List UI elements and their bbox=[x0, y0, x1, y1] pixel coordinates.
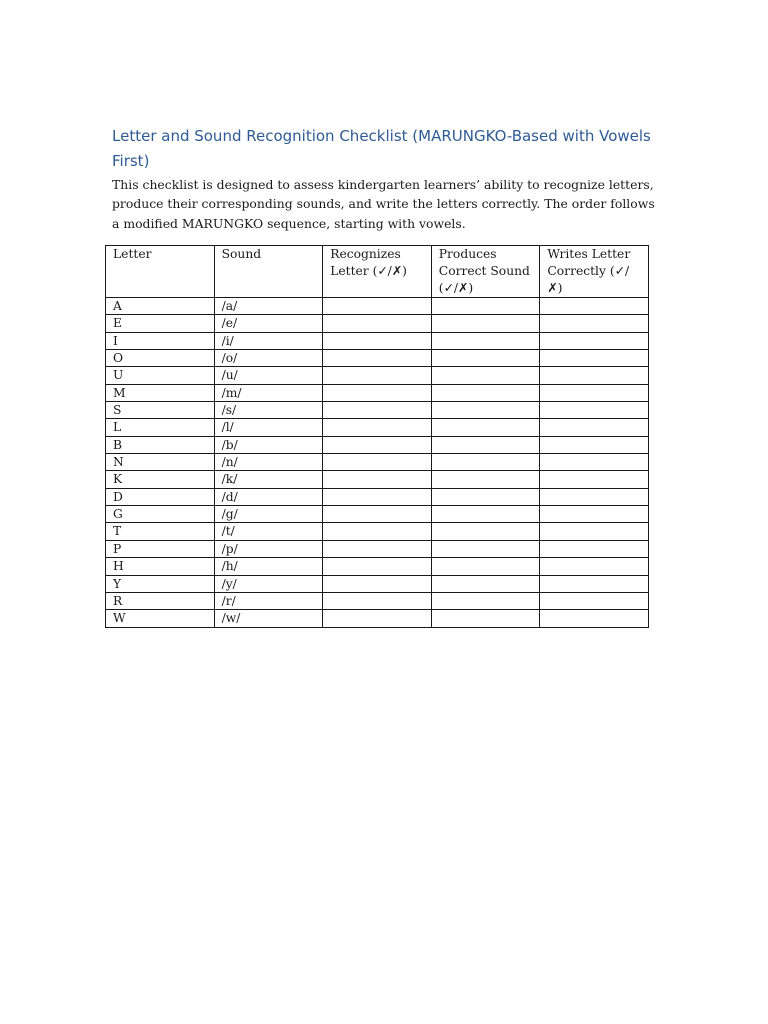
cell-sound: /i/ bbox=[214, 332, 323, 349]
cell-produces-sound[interactable] bbox=[431, 558, 540, 575]
cell-produces-sound[interactable] bbox=[431, 402, 540, 419]
cell-produces-sound[interactable] bbox=[431, 419, 540, 436]
cell-letter: S bbox=[106, 402, 215, 419]
cell-recognizes-letter[interactable] bbox=[323, 558, 432, 575]
cell-writes-letter[interactable] bbox=[540, 436, 649, 453]
cell-recognizes-letter[interactable] bbox=[323, 332, 432, 349]
table-row bbox=[106, 471, 649, 488]
cell-produces-sound[interactable] bbox=[431, 436, 540, 453]
cell-letter: E bbox=[106, 315, 215, 332]
cell-letter: G bbox=[106, 506, 215, 523]
cell-writes-letter[interactable] bbox=[540, 298, 649, 315]
cell-sound: /b/ bbox=[214, 436, 323, 453]
cell-writes-letter[interactable] bbox=[540, 384, 649, 401]
cell-letter: P bbox=[106, 540, 215, 557]
cell-recognizes-letter[interactable] bbox=[323, 523, 432, 540]
cell-sound: /n/ bbox=[214, 454, 323, 471]
cell-produces-sound[interactable] bbox=[431, 454, 540, 471]
cell-produces-sound[interactable] bbox=[431, 315, 540, 332]
header-sound: Sound bbox=[214, 246, 323, 298]
cell-letter: M bbox=[106, 384, 215, 401]
checklist-body bbox=[106, 298, 649, 628]
cell-recognizes-letter[interactable] bbox=[323, 454, 432, 471]
cell-sound: /a/ bbox=[214, 298, 323, 315]
cell-recognizes-letter[interactable] bbox=[323, 402, 432, 419]
cell-writes-letter[interactable] bbox=[540, 367, 649, 384]
table-row bbox=[106, 350, 649, 367]
cell-sound: /t/ bbox=[214, 523, 323, 540]
table-row bbox=[106, 523, 649, 540]
cell-sound: /k/ bbox=[214, 471, 323, 488]
cell-writes-letter[interactable] bbox=[540, 332, 649, 349]
cell-writes-letter[interactable] bbox=[540, 506, 649, 523]
cell-sound: /h/ bbox=[214, 558, 323, 575]
checklist-table bbox=[105, 245, 649, 628]
cell-sound: /d/ bbox=[214, 488, 323, 505]
cell-recognizes-letter[interactable] bbox=[323, 506, 432, 523]
cell-letter: B bbox=[106, 436, 215, 453]
table-row bbox=[106, 575, 649, 592]
cell-recognizes-letter[interactable] bbox=[323, 384, 432, 401]
cell-letter: T bbox=[106, 523, 215, 540]
cell-writes-letter[interactable] bbox=[540, 315, 649, 332]
cell-letter: N bbox=[106, 454, 215, 471]
cell-recognizes-letter[interactable] bbox=[323, 367, 432, 384]
cell-letter: Y bbox=[106, 575, 215, 592]
table-row bbox=[106, 332, 649, 349]
table-header-row bbox=[106, 246, 649, 298]
cell-writes-letter[interactable] bbox=[540, 610, 649, 627]
cell-produces-sound[interactable] bbox=[431, 332, 540, 349]
cell-writes-letter[interactable] bbox=[540, 419, 649, 436]
cell-sound: /g/ bbox=[214, 506, 323, 523]
cell-produces-sound[interactable] bbox=[431, 471, 540, 488]
cell-sound: /s/ bbox=[214, 402, 323, 419]
cell-sound: /m/ bbox=[214, 384, 323, 401]
cell-produces-sound[interactable] bbox=[431, 540, 540, 557]
table-row bbox=[106, 367, 649, 384]
cell-writes-letter[interactable] bbox=[540, 471, 649, 488]
cell-produces-sound[interactable] bbox=[431, 592, 540, 609]
cell-letter: U bbox=[106, 367, 215, 384]
cell-writes-letter[interactable] bbox=[540, 350, 649, 367]
cell-letter: K bbox=[106, 471, 215, 488]
cell-produces-sound[interactable] bbox=[431, 488, 540, 505]
cell-sound: /r/ bbox=[214, 592, 323, 609]
cell-recognizes-letter[interactable] bbox=[323, 419, 432, 436]
cell-letter: I bbox=[106, 332, 215, 349]
cell-recognizes-letter[interactable] bbox=[323, 540, 432, 557]
table-row bbox=[106, 610, 649, 627]
cell-produces-sound[interactable] bbox=[431, 610, 540, 627]
table-row bbox=[106, 454, 649, 471]
cell-writes-letter[interactable] bbox=[540, 488, 649, 505]
table-row bbox=[106, 419, 649, 436]
cell-sound: /l/ bbox=[214, 419, 323, 436]
cell-writes-letter[interactable] bbox=[540, 575, 649, 592]
cell-recognizes-letter[interactable] bbox=[323, 575, 432, 592]
cell-recognizes-letter[interactable] bbox=[323, 592, 432, 609]
cell-sound: /p/ bbox=[214, 540, 323, 557]
cell-writes-letter[interactable] bbox=[540, 558, 649, 575]
table-row bbox=[106, 540, 649, 557]
cell-writes-letter[interactable] bbox=[540, 523, 649, 540]
table-row bbox=[106, 506, 649, 523]
header-produces-sound: Produces Correct Sound (✓/✗) bbox=[431, 246, 540, 298]
cell-writes-letter[interactable] bbox=[540, 402, 649, 419]
cell-recognizes-letter[interactable] bbox=[323, 298, 432, 315]
cell-letter: W bbox=[106, 610, 215, 627]
table-row bbox=[106, 558, 649, 575]
cell-produces-sound[interactable] bbox=[431, 384, 540, 401]
cell-produces-sound[interactable] bbox=[431, 350, 540, 367]
cell-writes-letter[interactable] bbox=[540, 454, 649, 471]
cell-letter: A bbox=[106, 298, 215, 315]
cell-letter: O bbox=[106, 350, 215, 367]
header-letter: Letter bbox=[106, 246, 215, 298]
cell-letter: H bbox=[106, 558, 215, 575]
table-row bbox=[106, 436, 649, 453]
cell-recognizes-letter[interactable] bbox=[323, 315, 432, 332]
intro-paragraph: This checklist is designed to assess kindergarten learners’ ability to recognize letters, produce their corresponding sounds, and write the letters correctly. The order follows a modified MARUNGKO sequence, starting with vowels. bbox=[112, 177, 655, 231]
table-row bbox=[106, 592, 649, 609]
cell-letter: D bbox=[106, 488, 215, 505]
cell-produces-sound[interactable] bbox=[431, 367, 540, 384]
cell-produces-sound[interactable] bbox=[431, 575, 540, 592]
cell-produces-sound[interactable] bbox=[431, 298, 540, 315]
cell-writes-letter[interactable] bbox=[540, 592, 649, 609]
cell-writes-letter[interactable] bbox=[540, 540, 649, 557]
cell-sound: /e/ bbox=[214, 315, 323, 332]
cell-produces-sound[interactable] bbox=[431, 506, 540, 523]
table-row bbox=[106, 298, 649, 315]
cell-recognizes-letter[interactable] bbox=[323, 488, 432, 505]
header-writes-letter: Writes Letter Correctly (✓/✗) bbox=[540, 246, 649, 298]
cell-letter: L bbox=[106, 419, 215, 436]
table-row bbox=[106, 488, 649, 505]
cell-sound: /y/ bbox=[214, 575, 323, 592]
document-title: Letter and Sound Recognition Checklist (MARUNGKO-Based with Vowels First) bbox=[112, 127, 651, 170]
header-recognizes-letter: Recognizes Letter (✓/✗) bbox=[323, 246, 432, 298]
cell-recognizes-letter[interactable] bbox=[323, 471, 432, 488]
cell-sound: /u/ bbox=[214, 367, 323, 384]
table-row bbox=[106, 315, 649, 332]
cell-recognizes-letter[interactable] bbox=[323, 436, 432, 453]
table-row bbox=[106, 402, 649, 419]
cell-recognizes-letter[interactable] bbox=[323, 610, 432, 627]
cell-recognizes-letter[interactable] bbox=[323, 350, 432, 367]
table-row bbox=[106, 384, 649, 401]
cell-sound: /o/ bbox=[214, 350, 323, 367]
cell-sound: /w/ bbox=[214, 610, 323, 627]
cell-produces-sound[interactable] bbox=[431, 523, 540, 540]
cell-letter: R bbox=[106, 592, 215, 609]
